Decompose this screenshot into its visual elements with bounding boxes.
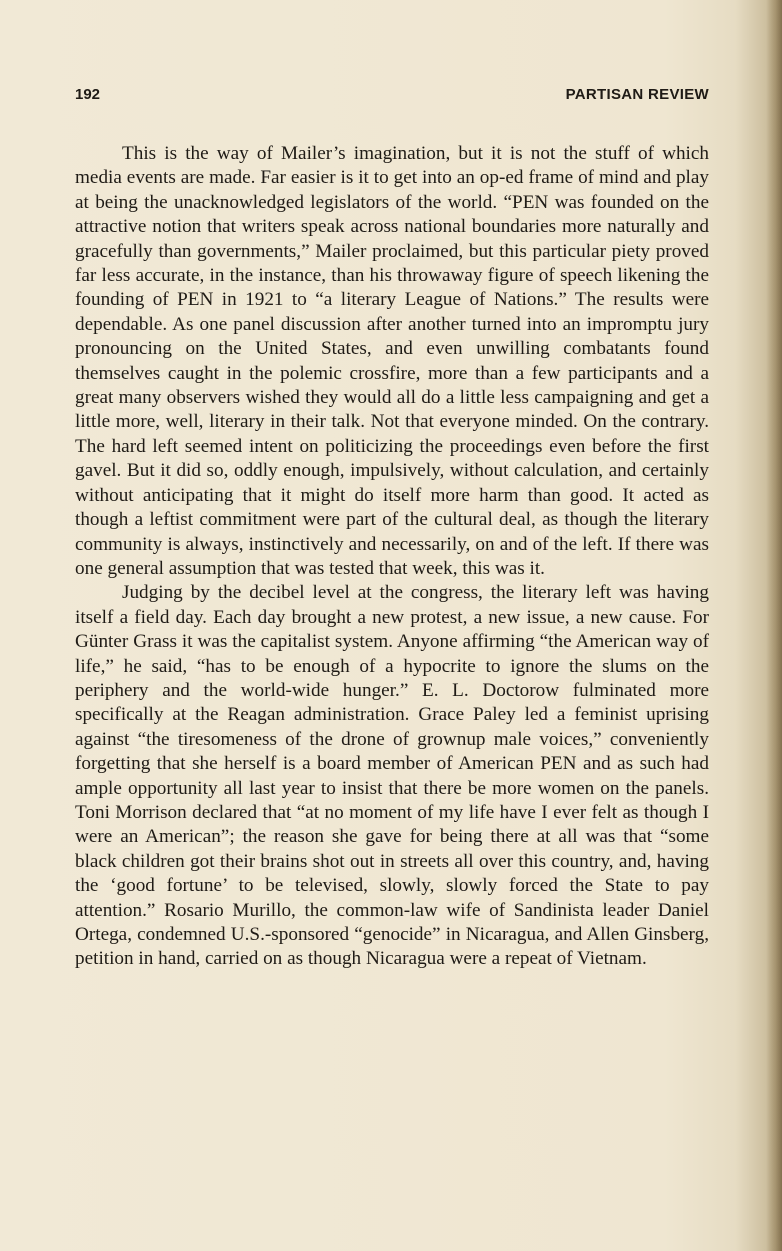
paragraph-mailer-imagination: This is the way of Mailer’s imagination, but it is not the stuff of which media events are made. Far easier is it to get into an op-ed frame of mind and play at being the unacknowledged legislators of the world. “PEN was founded on the attractive notion that writers speak across national boundaries more naturally and gracefully than governments,” Mailer proclaimed, but this particular piety proved far less accurate, in the instance, than his throwaway figure of speech likening the founding of PEN in 1921 to “a literary League of Nations.” The results were dependable. As one panel discussion after another turned into an impromptu jury pronouncing on the United States, and even unwilling combatants found themselves caught in the polemic crossfire, more than a few participants and a great many observers wished they would all do a little less campaigning and get a little more, well, literary in their talk. Not that everyone minded. On the contrary. The hard left seemed intent on politicizing the proceedings even before the first gavel. But it did so, oddly enough, impulsively, without calculation, and certainly without anticipating that it might do itself more harm than good. It acted as though a leftist commitment were part of the cultural deal, as though the literary community is always, instinctively and necessarily, on and of the left. If there was one general assumption that was tested that week, this was it. [75, 143, 709, 579]
journal-title: PARTISAN REVIEW [565, 86, 709, 103]
running-head [75, 86, 709, 108]
page-number: 192 [75, 86, 101, 103]
paragraph-literary-left: Judging by the decibel level at the congress, the literary left was having itself a field day. Each day brought a new protest, a new issue, a new cause. For Günter Grass it was the capitalist system. Anyone affirming “the American way of life,” he said, “has to be enough of a hypocrite to ignore the slums on the periphery and the world-wide hunger.” E. L. Doctorow fulminated more specifically at the Reagan administration. Grace Paley led a feminist uprising against “the tiresomeness of the drone of grownup male voices,” conveniently forgetting that she herself is a board member of American PEN and as such had ample opportunity all last year to insist that there be more women on the panels. Toni Morrison declared that “at no moment of my life have I ever felt as though I were an American”; the reason she gave for being there at all was that “some black children got their brains shot out in streets all over this country, and, having the ‘good fortune’ to be televised, slowly, slowly forced the State to pay attention.” Rosario Murillo, the common-law wife of Sandinista leader Daniel Ortega, condemned U.S.-sponsored “genocide” in Nicaragua, and Allen Ginsberg, petition in hand, carried on as though Nicaragua were a repeat of Vietnam. [75, 582, 709, 970]
page-edge-shadow [766, 0, 782, 1251]
article-body [75, 142, 709, 972]
